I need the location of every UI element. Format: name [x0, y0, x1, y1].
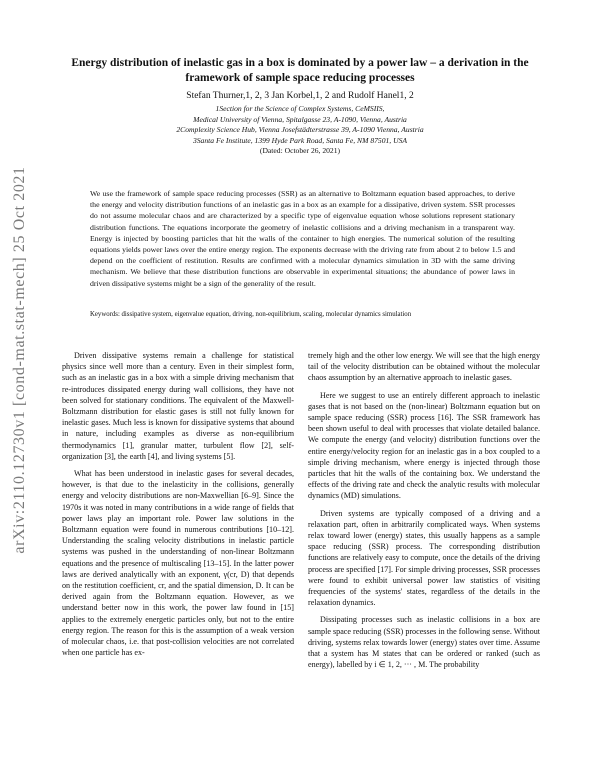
affiliation-line: 1Section for the Science of Complex Systems, CeMSIIS, [215, 104, 385, 113]
affiliation-line: 2Complexity Science Hub, Vienna Josefstädterstrasse 39, A-1090 Vienna, Austria [176, 125, 424, 134]
date-line: (Dated: October 26, 2021) [259, 146, 341, 155]
body-paragraph: Driven systems are typically composed of a driving and a relaxation part, often in arbitrarily complicated ways. When systems relax toward lower (energy) states, this usually happens as a sample space reducing (SSR) process. The corresponding distribution functions are relatively easy to compute, once the details of the driving process are specified [17]. For simple driving processes, SSR processes were found to exhibit universal power law statistics of visiting frequencies of the systems' states, regardless of the details in the relaxation dynamics. [308, 508, 540, 608]
arxiv-id-text: arXiv:2110.12730v1 [cond-mat.stat-mech] 25 Oct 2021 [11, 166, 28, 554]
authors-text: Stefan Thurner,1, 2, 3 Jan Korbel,1, 2 and Rudolf Hanel1, 2 [186, 91, 414, 101]
body-paragraph: Dissipating processes such as inelastic collisions in a box are sample space reducing (SSR) processes in the following sense. Without driving, systems relax towards lower (energy) states over time. Assume that a system has M states that can be ordered or ranked (such as energy), labelled by i ∈ 1, 2, ··· , M. The probability [308, 615, 540, 670]
affiliations [60, 104, 540, 157]
body-paragraph: Driven dissipative systems remain a challenge for statistical physics since well more than a century. Even in their simplest form, such as an inelastic gas in a box with a simple driving mechanism that re-introduces dissipated energy during wall collisions, they have not been solved for stationary conditions. The equivalent of the Maxwell-Boltzmann distribution for elastic gases is still not fully known for inelastic gases. Much less is known for dissipative systems that abound in nature, including examples as diverse as non-equilibrium thermodynamics [1], granular matter, turbulent flow [2], self-organization [3], the earth [4], and living systems [5]. [62, 351, 294, 461]
body-paragraph: What has been understood in inelastic gases for several decades, however, is that due to the inelasticity in the collisions, generally energy and velocity distributions are non-Maxwellian [6–9]. Since the 1970s it was noted in many contributions in a wide range of fields that power laws play an important role. Power law solutions in the Boltzmann equation were found in numerous contributions [10–12]. Understanding the scaling velocity distributions in inelastic particle systems was pushed in the understanding of non-linear Boltzmann equations and the presence of multiscaling [13–15]. In the latter power laws are derived analytically with an exponent, γ(cr, D) that depends on the restitution coefficient, cr, and the spatial dimension, D. It can be derived again from the Boltzmann equation. However, as we understand better now in this work, the power law found in [15] applies to the extremely energetic particles only, but not to the entire energy region. The reason for this is the assumption of a weak version of molecular chaos, i.e. that post-collision velocities are not correlated when one particle has ex- [62, 469, 294, 658]
author-list [60, 90, 540, 102]
affiliation-line: Medical University of Vienna, Spitalgasse 23, A-1090, Vienna, Austria [193, 114, 407, 124]
body-paragraph: tremely high and the other low energy. We will see that the high energy tail of the velocity distribution can be obtained without the molecular chaos assumption by an alternative approach to inelastic gases. [308, 351, 540, 383]
paper-title: Energy distribution of inelastic gas in a box is dominated by a power law – a derivation in the framework of sample space reducing processes [71, 57, 529, 84]
abstract: We use the framework of sample space reducing processes (SSR) as an alternative to Boltzmann equation based approaches, to derive the energy and velocity distribution functions of an inelastic gas in a box as an example for a dissipative, driven system. SSR processes do not assume molecular chaos and are characterized by a specific type of eigenvalue equation whose solutions represent stationary distribution functions. The equations incorporate the geometry of inelastic collisions and a driving mechanism in a transparent way. Energy is injected by boosting particles that hit the walls of the container to high energies. The numerical solution of the resulting equations yields power laws over the entire energy region. The exponents decrease with the driving rate from about 2 to below 1.5 and depend on the coefficient of restitution. Results are confirmed with a molecular dynamics simulation in 3D with the same driving mechanism. We believe that these distribution functions are observable in experimental situations; the abundance of power laws in driven dissipative systems might be a sign of the generality of the result. [90, 189, 515, 288]
arxiv-identifier [8, 150, 32, 570]
affiliation-line: 3Santa Fe Institute, 1399 Hyde Park Road, Santa Fe, NM 87501, USA [192, 135, 408, 145]
keywords: Keywords: dissipative system, eigenvalue equation, driving, non-equilibrium, scaling, molecular dynamics simulation [90, 311, 412, 318]
body-paragraph: Here we suggest to use an entirely different approach to inelastic gases that is not based on the (non-linear) Boltzmann equation but on sample space reducing (SSR) process [16]. The SSR framework has been shown useful to deal with processes that violate detailed balance. We compute the energy (and velocity) distribution functions over the entire energy/velocity region for an inelastic gas in a box coupled to a simple driving mechanism, where energy is injected through those particles that hit the walls of the containing box. We understand the effects of the driving rate and check the analytic results with molecular dynamics (MD) simulations. [308, 390, 540, 501]
body-column-right [308, 350, 540, 676]
body-column-left [62, 350, 294, 664]
